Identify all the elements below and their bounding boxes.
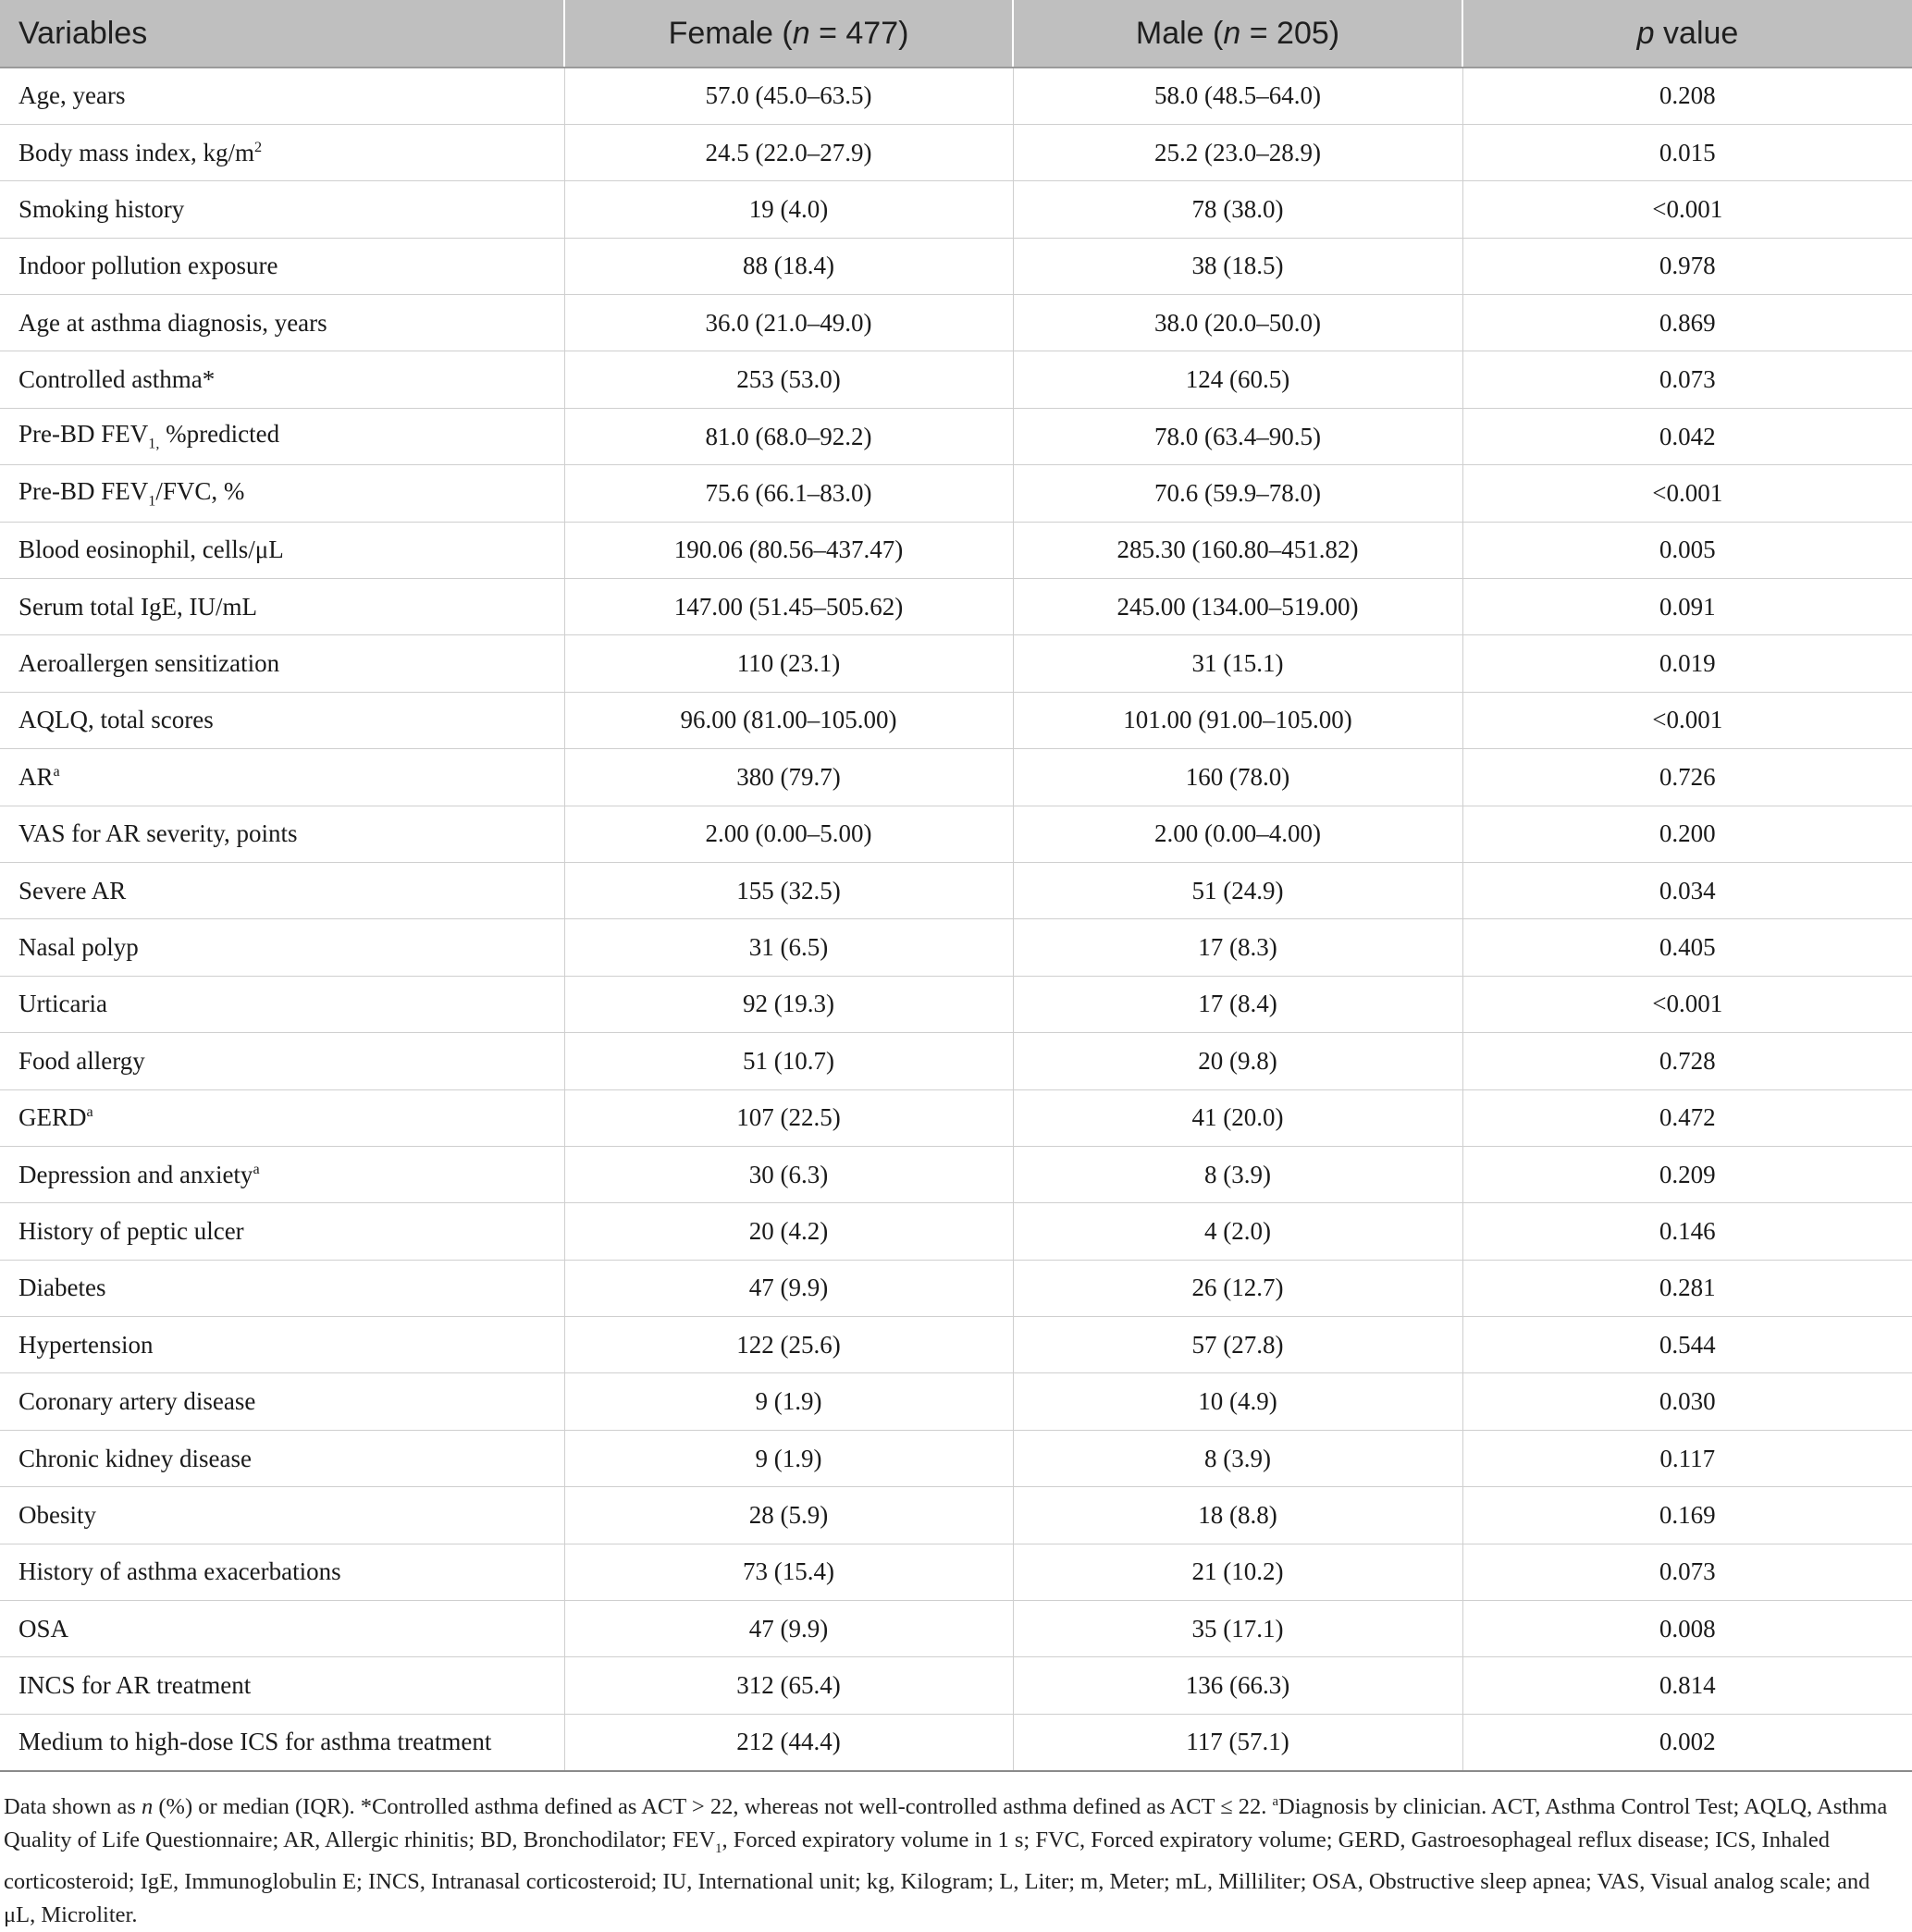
p-value: 0.073 <box>1462 351 1912 408</box>
row-label: Depression and anxiety$^a$ <box>0 1146 564 1202</box>
table-row <box>0 1657 1912 1714</box>
table-row <box>0 806 1912 862</box>
row-label: Severe AR <box>0 862 564 918</box>
male-value: 2.00 (0.00–4.00) <box>1013 806 1462 862</box>
p-value: 0.019 <box>1462 635 1912 692</box>
male-value: 70.6 (59.9–78.0) <box>1013 465 1462 522</box>
p-value: 0.209 <box>1462 1146 1912 1202</box>
p-value: 0.008 <box>1462 1601 1912 1657</box>
female-value: 30 (6.3) <box>564 1146 1013 1202</box>
p-value: 0.200 <box>1462 806 1912 862</box>
table-row <box>0 692 1912 748</box>
row-label: OSA <box>0 1601 564 1657</box>
p-value: 0.814 <box>1462 1657 1912 1714</box>
female-value: 190.06 (80.56–437.47) <box>564 522 1013 578</box>
female-value: 380 (79.7) <box>564 749 1013 806</box>
p-value: 0.281 <box>1462 1260 1912 1316</box>
male-value: 21 (10.2) <box>1013 1544 1462 1600</box>
p-value: 0.978 <box>1462 238 1912 294</box>
female-value: 57.0 (45.0–63.5) <box>564 68 1013 124</box>
male-value: 124 (60.5) <box>1013 351 1462 408</box>
row-label: Blood eosinophil, cells/μL <box>0 522 564 578</box>
table-row <box>0 1260 1912 1316</box>
male-value: 31 (15.1) <box>1013 635 1462 692</box>
p-value: 0.034 <box>1462 862 1912 918</box>
row-label: Age, years <box>0 68 564 124</box>
table-row <box>0 862 1912 918</box>
table-row <box>0 408 1912 464</box>
p-value: 0.091 <box>1462 579 1912 635</box>
female-value: 122 (25.6) <box>564 1317 1013 1373</box>
p-value: <0.001 <box>1462 692 1912 748</box>
male-value: 245.00 (134.00–519.00) <box>1013 579 1462 635</box>
table-row <box>0 124 1912 180</box>
table-row <box>0 68 1912 124</box>
table-row <box>0 295 1912 351</box>
male-value: 41 (20.0) <box>1013 1089 1462 1146</box>
female-value: 75.6 (66.1–83.0) <box>564 465 1013 522</box>
female-value: 31 (6.5) <box>564 919 1013 976</box>
p-value: <0.001 <box>1462 181 1912 238</box>
row-label: Urticaria <box>0 976 564 1032</box>
header-female: Female (n = 477) <box>564 0 1013 68</box>
table-row <box>0 465 1912 522</box>
female-value: 212 (44.4) <box>564 1714 1013 1770</box>
row-label: Age at asthma diagnosis, years <box>0 295 564 351</box>
female-value: 110 (23.1) <box>564 635 1013 692</box>
p-value: 0.042 <box>1462 408 1912 464</box>
table-row <box>0 181 1912 238</box>
p-value: 0.002 <box>1462 1714 1912 1770</box>
male-value: 58.0 (48.5–64.0) <box>1013 68 1462 124</box>
male-value: 26 (12.7) <box>1013 1260 1462 1316</box>
row-label: GERD$^a$ <box>0 1089 564 1146</box>
row-label: Body mass index, $kg/m^2$ <box>0 124 564 180</box>
row-label: Diabetes <box>0 1260 564 1316</box>
female-value: 92 (19.3) <box>564 976 1013 1032</box>
table-body <box>0 68 1912 1771</box>
table-row <box>0 1317 1912 1373</box>
row-label: Pre-BD $FEV_1$/FVC, % <box>0 465 564 522</box>
table-row <box>0 1487 1912 1544</box>
male-value: 10 (4.9) <box>1013 1373 1462 1430</box>
row-label: Nasal polyp <box>0 919 564 976</box>
row-label: Pre-BD $FEV_{1,}$ %predicted <box>0 408 564 464</box>
female-value: 9 (1.9) <box>564 1430 1013 1486</box>
table-row <box>0 1089 1912 1146</box>
male-value: 38 (18.5) <box>1013 238 1462 294</box>
p-value: 0.405 <box>1462 919 1912 976</box>
table-row <box>0 1544 1912 1600</box>
header-variables: Variables <box>0 0 564 68</box>
male-value: 18 (8.8) <box>1013 1487 1462 1544</box>
table-row <box>0 238 1912 294</box>
female-value: 88 (18.4) <box>564 238 1013 294</box>
p-value: 0.169 <box>1462 1487 1912 1544</box>
table-footnote: Data shown as n (%) or median (IQR). *Controlled asthma defined as ACT > 22, whereas not well-controlled asthma defined as ACT ≤ 22. $^a$Diagnosis by clinician. ACT, Asthma Control Test; AQLQ, Asthma Quality of Life Questionnaire; AR, Allergic rhinitis; BD, Bronchodilator; $FEV_1$, Forced expiratory volume in 1 s; FVC, Forced expiratory volume; GERD, Gastroesophageal reflux disease; ICS, Inhaled corticosteroid; IgE, Immunoglobulin E; INCS, Intranasal corticosteroid; IU, International unit; kg, Kilogram; L, Liter; m, Meter; mL, Milliliter; OSA, Obstructive sleep apnea; VAS, Visual analog scale; and μL, Microliter. <box>4 1793 1888 1927</box>
female-value: 47 (9.9) <box>564 1260 1013 1316</box>
male-value: 8 (3.9) <box>1013 1146 1462 1202</box>
female-value: 9 (1.9) <box>564 1373 1013 1430</box>
row-label: Medium to high-dose ICS for asthma treatment <box>0 1714 564 1770</box>
p-value: 0.544 <box>1462 1317 1912 1373</box>
header-male: Male (n = 205) <box>1013 0 1462 68</box>
p-value: 0.472 <box>1462 1089 1912 1146</box>
male-value: 57 (27.8) <box>1013 1317 1462 1373</box>
table-row <box>0 1373 1912 1430</box>
table-row <box>0 919 1912 976</box>
row-label: History of asthma exacerbations <box>0 1544 564 1600</box>
male-value: 136 (66.3) <box>1013 1657 1462 1714</box>
female-value: 24.5 (22.0–27.9) <box>564 124 1013 180</box>
female-value: 20 (4.2) <box>564 1203 1013 1260</box>
table-row <box>0 1033 1912 1089</box>
table-row <box>0 1430 1912 1486</box>
male-value: 51 (24.9) <box>1013 862 1462 918</box>
female-value: 107 (22.5) <box>564 1089 1013 1146</box>
row-label: INCS for AR treatment <box>0 1657 564 1714</box>
male-value: 20 (9.8) <box>1013 1033 1462 1089</box>
row-label: Hypertension <box>0 1317 564 1373</box>
male-value: 25.2 (23.0–28.9) <box>1013 124 1462 180</box>
row-label: VAS for AR severity, points <box>0 806 564 862</box>
row-label: Aeroallergen sensitization <box>0 635 564 692</box>
female-value: 147.00 (51.45–505.62) <box>564 579 1013 635</box>
p-value: 0.030 <box>1462 1373 1912 1430</box>
p-value: 0.146 <box>1462 1203 1912 1260</box>
male-value: 8 (3.9) <box>1013 1430 1462 1486</box>
female-value: 19 (4.0) <box>564 181 1013 238</box>
row-label: $AR^a$ <box>0 749 564 806</box>
female-value: 73 (15.4) <box>564 1544 1013 1600</box>
p-value: 0.726 <box>1462 749 1912 806</box>
male-value: 78.0 (63.4–90.5) <box>1013 408 1462 464</box>
female-value: 81.0 (68.0–92.2) <box>564 408 1013 464</box>
p-value: 0.073 <box>1462 1544 1912 1600</box>
male-value: 17 (8.4) <box>1013 976 1462 1032</box>
row-label: Coronary artery disease <box>0 1373 564 1430</box>
row-label: Food allergy <box>0 1033 564 1089</box>
p-value: 0.869 <box>1462 295 1912 351</box>
p-value: 0.015 <box>1462 124 1912 180</box>
row-label: History of peptic ulcer <box>0 1203 564 1260</box>
p-value: 0.117 <box>1462 1430 1912 1486</box>
male-value: 4 (2.0) <box>1013 1203 1462 1260</box>
male-value: 38.0 (20.0–50.0) <box>1013 295 1462 351</box>
table-row <box>0 1714 1912 1770</box>
female-value: 312 (65.4) <box>564 1657 1013 1714</box>
male-value: 17 (8.3) <box>1013 919 1462 976</box>
male-value: 285.30 (160.80–451.82) <box>1013 522 1462 578</box>
table-row <box>0 579 1912 635</box>
table-row <box>0 976 1912 1032</box>
table-row <box>0 522 1912 578</box>
female-value: 96.00 (81.00–105.00) <box>564 692 1013 748</box>
male-value: 117 (57.1) <box>1013 1714 1462 1770</box>
row-label: Indoor pollution exposure <box>0 238 564 294</box>
female-value: 253 (53.0) <box>564 351 1013 408</box>
male-value: 78 (38.0) <box>1013 181 1462 238</box>
female-value: 155 (32.5) <box>564 862 1013 918</box>
male-value: 101.00 (91.00–105.00) <box>1013 692 1462 748</box>
header-p-value: p value <box>1462 0 1912 68</box>
table-row <box>0 351 1912 408</box>
p-value: 0.005 <box>1462 522 1912 578</box>
row-label: Chronic kidney disease <box>0 1430 564 1486</box>
table-row <box>0 1601 1912 1657</box>
female-value: 28 (5.9) <box>564 1487 1013 1544</box>
row-label: Controlled asthma* <box>0 351 564 408</box>
female-value: 51 (10.7) <box>564 1033 1013 1089</box>
female-value: 36.0 (21.0–49.0) <box>564 295 1013 351</box>
row-label: Smoking history <box>0 181 564 238</box>
table-row <box>0 635 1912 692</box>
male-value: 160 (78.0) <box>1013 749 1462 806</box>
row-label: Obesity <box>0 1487 564 1544</box>
p-value: <0.001 <box>1462 976 1912 1032</box>
p-value: <0.001 <box>1462 465 1912 522</box>
p-value: 0.728 <box>1462 1033 1912 1089</box>
male-value: 35 (17.1) <box>1013 1601 1462 1657</box>
table-row <box>0 1203 1912 1260</box>
table-row <box>0 749 1912 806</box>
row-label: Serum total IgE, IU/mL <box>0 579 564 635</box>
row-label: AQLQ, total scores <box>0 692 564 748</box>
table-row <box>0 1146 1912 1202</box>
female-value: 47 (9.9) <box>564 1601 1013 1657</box>
p-value: 0.208 <box>1462 68 1912 124</box>
female-value: 2.00 (0.00–5.00) <box>564 806 1013 862</box>
header-row <box>0 0 1912 68</box>
